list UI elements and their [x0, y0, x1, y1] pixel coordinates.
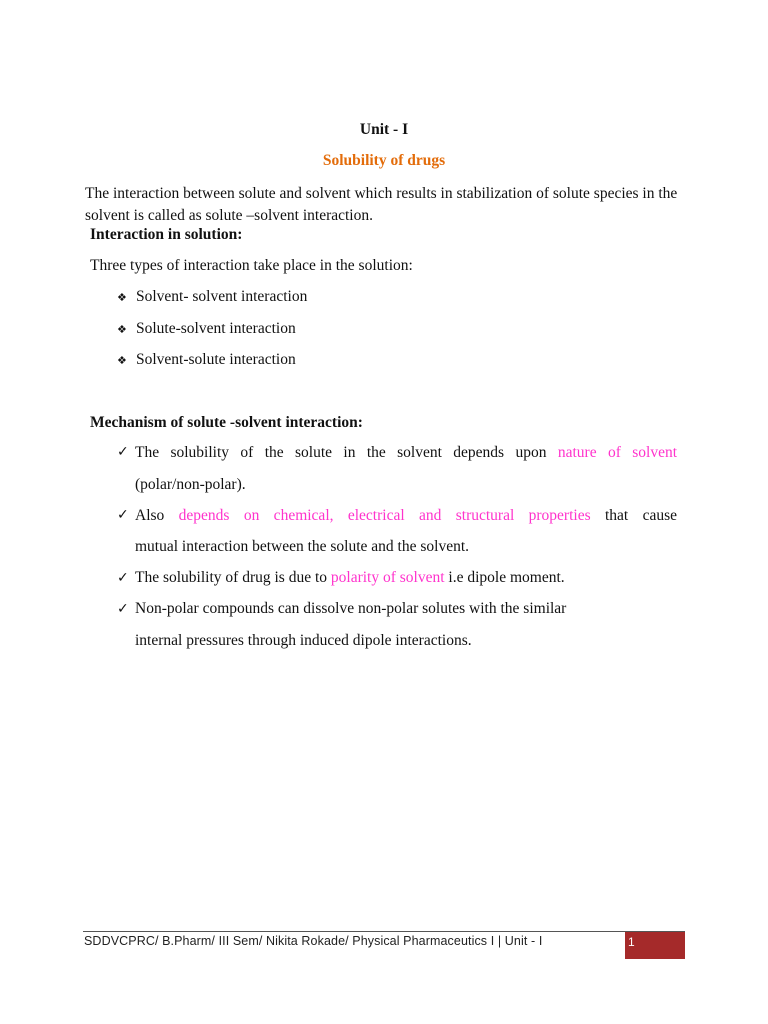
highlight-text: nature of solvent — [557, 444, 678, 461]
diamond-bullet-icon: ❖ — [117, 354, 127, 367]
check-item — [117, 600, 566, 618]
page-number: 1 — [628, 935, 635, 949]
check-icon: ✓ — [117, 601, 129, 617]
highlight-text: polarity of solvent — [330, 569, 445, 586]
check-item — [117, 569, 565, 587]
footer-divider — [83, 931, 685, 932]
check-item-text-post: that cause — [605, 507, 678, 524]
diamond-bullet-icon: ❖ — [117, 291, 127, 304]
section-heading-interaction: Interaction in solution: — [90, 226, 243, 243]
list-item-text: Solvent-solute interaction — [136, 351, 296, 368]
footer-text: SDDVCPRC/ B.Pharm/ III Sem/ Nikita Rokade/ Physical Pharmaceutics I | Unit - I — [84, 934, 543, 948]
check-item — [117, 444, 677, 462]
page-title: Solubility of drugs — [322, 152, 446, 169]
intro-paragraph: The interaction between solute and solvent which results in stabilization of solute species in the solvent is called as solute –solvent interaction. — [85, 185, 678, 224]
check-icon: ✓ — [117, 507, 129, 523]
check-icon: ✓ — [117, 570, 129, 586]
check-item-continuation: internal pressures through induced dipole interactions. — [135, 632, 472, 649]
unit-label: Unit - I — [359, 121, 409, 138]
section-heading-mechanism: Mechanism of solute -solvent interaction: — [90, 414, 363, 431]
check-item-text: The solubility of drug is due to — [135, 569, 328, 586]
list-item — [117, 320, 296, 338]
diamond-bullet-icon: ❖ — [117, 323, 127, 336]
check-item-continuation: (polar/non-polar). — [135, 476, 246, 493]
check-item-continuation: mutual interaction between the solute and the solvent. — [135, 538, 470, 555]
check-item-text: The solubility of the solute in the solvent depends upon — [135, 444, 547, 461]
list-item-text: Solute-solvent interaction — [136, 320, 296, 337]
page-number-box — [625, 932, 685, 959]
list-item — [117, 288, 307, 306]
section-lead: Three types of interaction take place in the solution: — [90, 257, 413, 274]
check-item-text: Also — [135, 507, 165, 524]
list-item-text: Solvent- solvent interaction — [136, 288, 308, 305]
check-item — [117, 507, 677, 525]
check-icon: ✓ — [117, 444, 129, 460]
list-item — [117, 351, 296, 369]
check-item-text: Non-polar compounds can dissolve non-polar solutes with the similar — [135, 600, 567, 617]
highlight-text: depends on chemical, electrical and structural properties — [178, 507, 591, 524]
check-item-text-post: i.e dipole moment. — [448, 569, 565, 586]
